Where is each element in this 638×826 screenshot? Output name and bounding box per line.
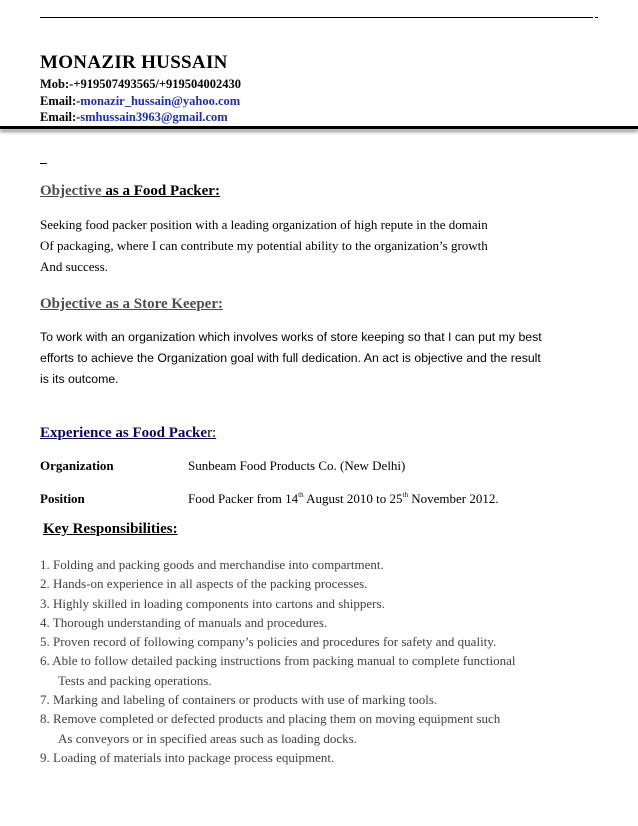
list-item: 7. Marking and labeling of containers or products with use of marking tools. bbox=[40, 692, 438, 708]
store-keeper-objective-heading bbox=[40, 296, 223, 313]
paragraph-line: Seeking food packer position with a leading organization of high repute in the domain bbox=[40, 217, 488, 232]
organization-label: Organization bbox=[40, 458, 114, 473]
email-label: Email:- bbox=[40, 94, 81, 108]
position-text: Food Packer from 14 bbox=[188, 491, 299, 506]
small-dash bbox=[40, 163, 47, 164]
mobile-value: +919507493565/+919504002430 bbox=[73, 77, 242, 91]
experience-title-tail: r: bbox=[207, 425, 217, 441]
list-item: 2. Hands-on experience in all aspects of the packing processes. bbox=[40, 576, 368, 592]
position-label: Position bbox=[40, 491, 85, 506]
paragraph-line: To work with an organization which involves works of store keeping so that I can put my best bbox=[40, 330, 542, 344]
ordinal-suffix: th bbox=[298, 491, 304, 499]
list-item: 5. Proven record of following company’s policies and procedures for safety and quality. bbox=[40, 634, 497, 650]
food-packer-objective-text bbox=[40, 214, 488, 277]
paragraph-line: And success. bbox=[40, 259, 108, 274]
objective-role: as a Food Packer: bbox=[101, 183, 220, 199]
mobile-label: Mob:- bbox=[40, 77, 74, 91]
list-item-continuation: Tests and packing operations. bbox=[58, 672, 212, 688]
email-link-gmail[interactable]: smhussain3963@gmail.com bbox=[80, 110, 228, 124]
objective-title: Objective as a Store Keeper: bbox=[40, 296, 223, 312]
list-item: 3. Highly skilled in loading components into cartons and shippers. bbox=[40, 595, 385, 611]
position-text: November 2012. bbox=[408, 491, 499, 506]
header-divider bbox=[0, 126, 638, 129]
email-label: Email:- bbox=[40, 110, 81, 124]
organization-value: Sunbeam Food Products Co. (New Delhi) bbox=[188, 458, 406, 473]
list-item: 4. Thorough understanding of manuals and procedures. bbox=[40, 614, 328, 630]
email-link-yahoo[interactable]: monazir_hussain@yahoo.com bbox=[80, 94, 241, 108]
paragraph-line: efforts to achieve the Organization goal with full dedication. An act is objective and the result bbox=[40, 351, 541, 365]
food-packer-objective-heading bbox=[40, 183, 220, 200]
ordinal-suffix: th bbox=[402, 491, 408, 499]
position-value bbox=[188, 491, 499, 507]
mobile-line bbox=[40, 77, 241, 92]
list-item: 6. Able to follow detailed packing instructions from packing manual to complete functional bbox=[40, 653, 516, 669]
paragraph-line: Of packaging, where I can contribute my potential ability to the organization’s growth bbox=[40, 238, 488, 253]
key-responsibilities-heading: Key Responsibilities: bbox=[43, 521, 178, 537]
list-item: 9. Loading of materials into package process equipment. bbox=[40, 749, 335, 765]
objective-word: Objective bbox=[40, 183, 102, 199]
list-item: 1. Folding and packing goods and merchandise into compartment. bbox=[40, 557, 384, 572]
list-item: 8. Remove completed or defected products and placing them on moving equipment such bbox=[40, 711, 501, 727]
responsibilities-list bbox=[40, 555, 515, 767]
position-text: August 2010 to 25 bbox=[303, 491, 403, 506]
store-keeper-objective-text bbox=[40, 327, 542, 390]
list-item-continuation: As conveyors or in specified areas such as loading docks. bbox=[58, 730, 357, 746]
top-rule bbox=[40, 17, 593, 18]
paragraph-line: is its outcome. bbox=[40, 372, 119, 386]
email-line-2 bbox=[40, 110, 228, 125]
experience-heading bbox=[40, 425, 216, 442]
candidate-name: MONAZIR HUSSAIN bbox=[40, 52, 228, 73]
email-line-1 bbox=[40, 94, 240, 109]
top-rule-dash bbox=[595, 17, 598, 18]
experience-title: Experience as Food Packe bbox=[40, 425, 208, 441]
